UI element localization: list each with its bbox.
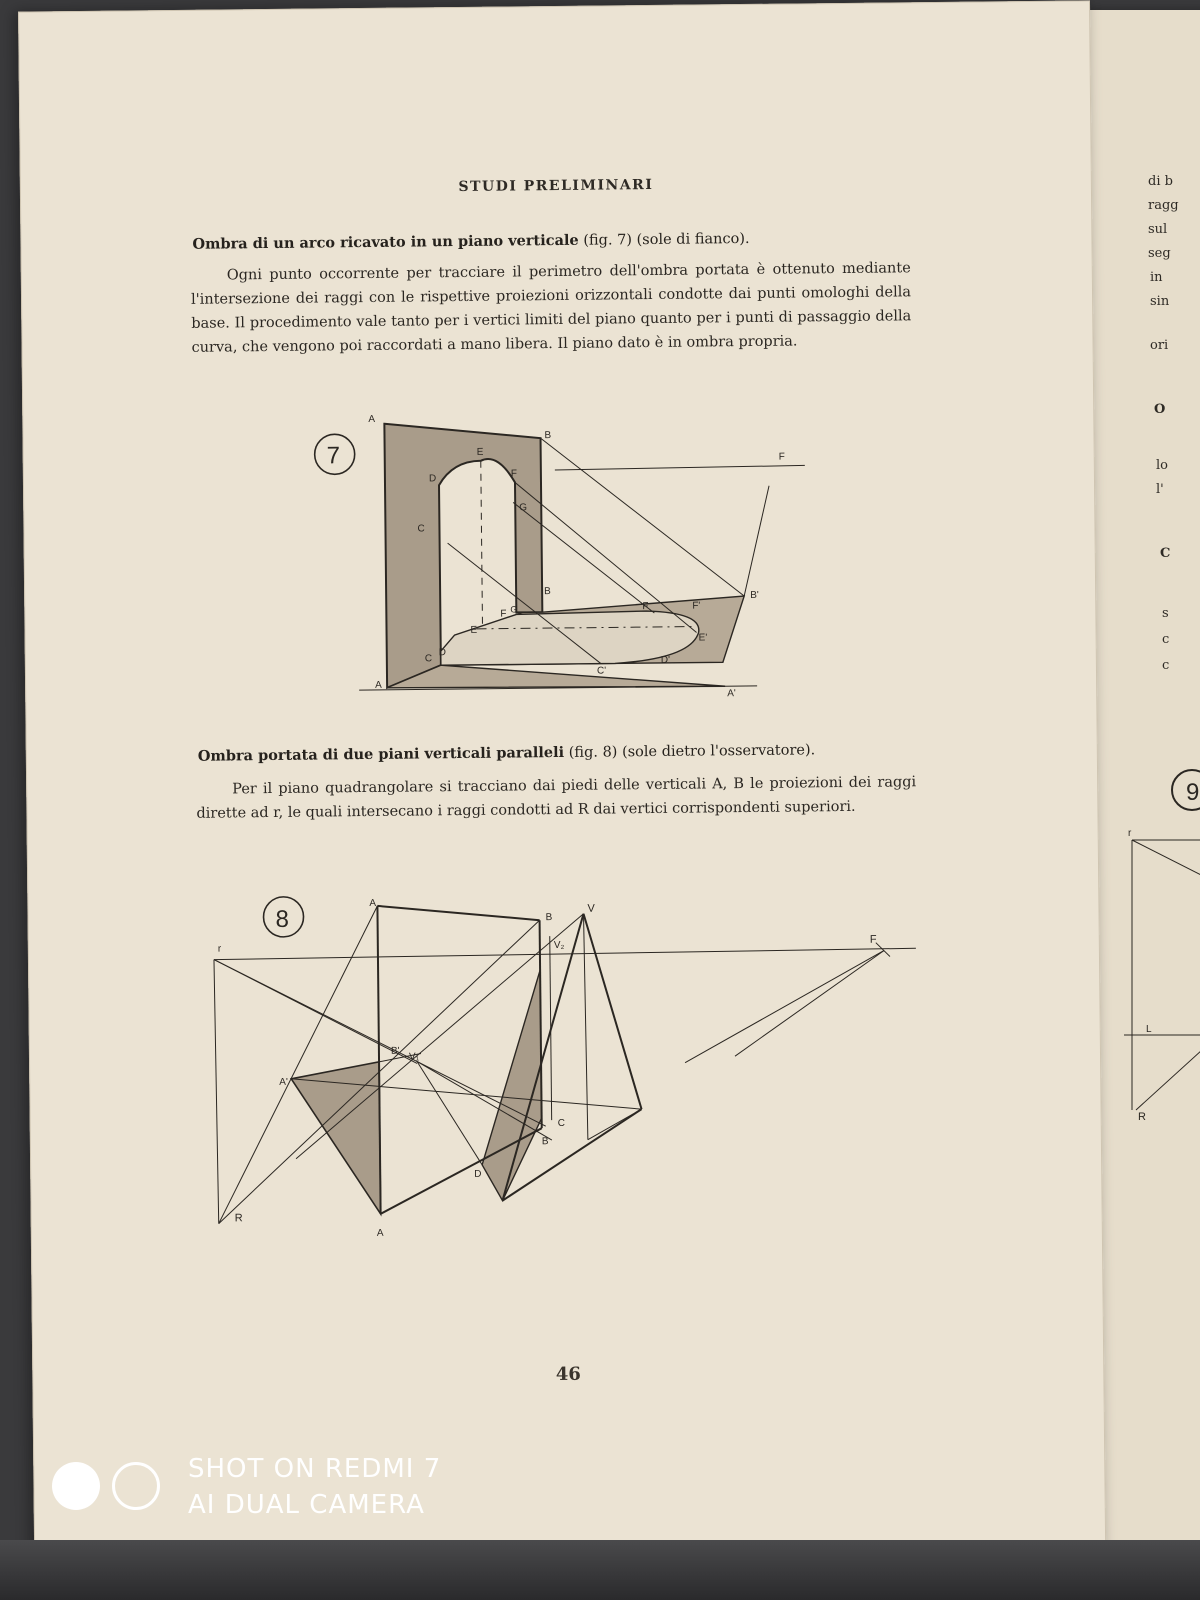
fig8-label-r: r [217, 943, 222, 955]
left-page [18, 0, 1106, 1571]
fig8-F-ray-2 [734, 951, 885, 1057]
fig7-label-G: G [519, 502, 528, 514]
fig8-label-R: R [234, 1212, 243, 1225]
right-fragment-12: c [1162, 632, 1170, 647]
fig8-r-vertical [214, 960, 219, 1224]
section1-title [192, 228, 942, 253]
fig7-label-A-right: A' [727, 688, 736, 700]
fig7-label-C: C [417, 523, 425, 535]
fig8-label-V1: V₁ [408, 1051, 420, 1063]
fig8-number: 8 [275, 905, 290, 933]
fig9-label-L: L [1146, 1024, 1152, 1035]
fig7-horizon [555, 465, 805, 470]
fig7-label-D: D [428, 473, 437, 485]
fig7-label-Fp: F' [692, 600, 701, 612]
fig8-ray-2 [214, 957, 417, 1065]
fig8-F-ray-1 [684, 951, 885, 1063]
fig7-label-F-small: F [642, 601, 649, 613]
fig9-label-r: r [1128, 828, 1132, 839]
fig7-label-A-top: A [368, 413, 376, 425]
table-surface [0, 1540, 1200, 1600]
fig8-label-C: C [557, 1117, 565, 1130]
right-fragment-8: lo [1156, 458, 1168, 473]
right-fragment-10: C [1160, 546, 1171, 561]
fig7-label-F: F [510, 468, 518, 480]
fig7-label-Dp: D' [660, 654, 671, 666]
figure-8 [193, 870, 927, 1248]
section1-paragraph: Ogni punto occorrente per tracciare il perimetro dell'ombra portata è ottenuto mediante l'intersezione dei raggi con le rispettive proiezioni orizzontali condotte dai punti omologhi della base. Il procedimento vale tanto per i vertici limiti del piano quanto per i punti di passaggio della curva, che vengono poi raccordati a mano libera. Il piano dato è in ombra propria. [190, 260, 912, 356]
fig7-label-D-small: D [438, 647, 447, 659]
fig9-ray [1132, 840, 1200, 920]
right-fragment-3: seg [1148, 246, 1171, 261]
right-fragment-11: s [1162, 606, 1169, 621]
watermark-line1: SHOT ON REDMI 7 [188, 1454, 442, 1484]
fig8-plane-bottom [380, 1128, 543, 1214]
fig8-label-A-top: A [369, 897, 377, 909]
fig7-label-A-bottom: A [375, 679, 382, 691]
fig8-label-B-top: B [545, 912, 553, 924]
fig7-label-G-small: G [510, 604, 518, 615]
fig8-label-B-low: B [541, 1136, 549, 1148]
section2-title-rest: (fig. 8) (sole dietro l'osservatore). [564, 742, 816, 761]
fig7-ray-F [743, 486, 770, 596]
right-fragment-2: sul [1148, 222, 1168, 237]
fig9-number: 9 [1186, 779, 1200, 806]
fig7-ray-B [541, 436, 745, 598]
fig7-label-E: E [476, 446, 484, 458]
figure-7 [292, 399, 815, 704]
fig7-number: 7 [326, 442, 341, 470]
fig8-label-A-bottom: A [376, 1227, 384, 1239]
section1-title-bold: Ombra di un arco ricavato in un piano verticale [192, 231, 579, 253]
right-fragment-6: ori [1150, 338, 1169, 353]
fig7-label-Cp: C' [596, 665, 607, 677]
fig8-ray-8 [417, 1061, 482, 1166]
fig8-label-F: F [869, 933, 877, 946]
right-fragment-9: l' [1156, 482, 1164, 497]
fig7-label-E-small: E [470, 624, 478, 636]
fig8-shadow-left [291, 1062, 381, 1215]
section2-title [198, 740, 948, 765]
right-fragment-0: di b [1148, 174, 1173, 189]
section2-title-bold: Ombra portata di due piani verticali paralleli [197, 743, 565, 765]
fig7-label-B-top: B [544, 430, 552, 442]
right-figure9 [1090, 750, 1200, 1150]
section1-title-rest: (fig. 7) (sole di fianco). [578, 230, 750, 249]
section2-paragraph: Per il piano quadrangolare si tracciano dai piedi delle verticali A, B le proiezioni dei raggi dirette ad r, le quali intersecano i raggi condotti ad R dai vertici corrispondenti superiori. [196, 774, 917, 822]
fig8-label-Bp: B' [390, 1045, 400, 1057]
fig9-ray-2 [1136, 970, 1200, 1110]
right-fragment-7: O [1154, 402, 1166, 417]
watermark-dot-outline-icon [112, 1462, 160, 1510]
right-fragment-4: in [1150, 270, 1163, 285]
right-fragment-13: c [1162, 658, 1170, 673]
fig8-tri-foot [588, 1109, 642, 1140]
fig7-label-F-small-2: F [500, 608, 507, 620]
watermark-dot-filled-icon [52, 1462, 100, 1510]
fig7-label-F-far: F [778, 451, 785, 463]
camera-watermark [52, 1454, 472, 1542]
fig7-label-Bp: B' [750, 589, 759, 601]
fig7-label-C-small: C [424, 653, 433, 665]
right-fragment-1: ragg [1148, 198, 1179, 213]
fig9-label-R: R [1138, 1111, 1146, 1123]
fig8-label-D: D [474, 1168, 482, 1180]
watermark-line2: AI DUAL CAMERA [188, 1490, 425, 1520]
fig8-horizon [214, 948, 916, 959]
fig7-label-Ep: E' [698, 632, 708, 644]
fig7-label-B-ground: B [544, 586, 551, 598]
fig8-plane-top [377, 904, 539, 922]
fig7-dashed-axis [481, 461, 483, 629]
page-number: 46 [555, 1363, 581, 1386]
fig8-label-Ap: A' [279, 1076, 288, 1088]
fig8-tri-height [584, 914, 588, 1140]
page-header: STUDI PRELIMINARI [458, 176, 654, 196]
right-fragment-5: sin [1150, 294, 1170, 309]
fig8-tri-right [584, 913, 642, 1110]
fig8-label-V2: V₂ [553, 939, 565, 952]
fig8-label-V: V [587, 902, 595, 915]
